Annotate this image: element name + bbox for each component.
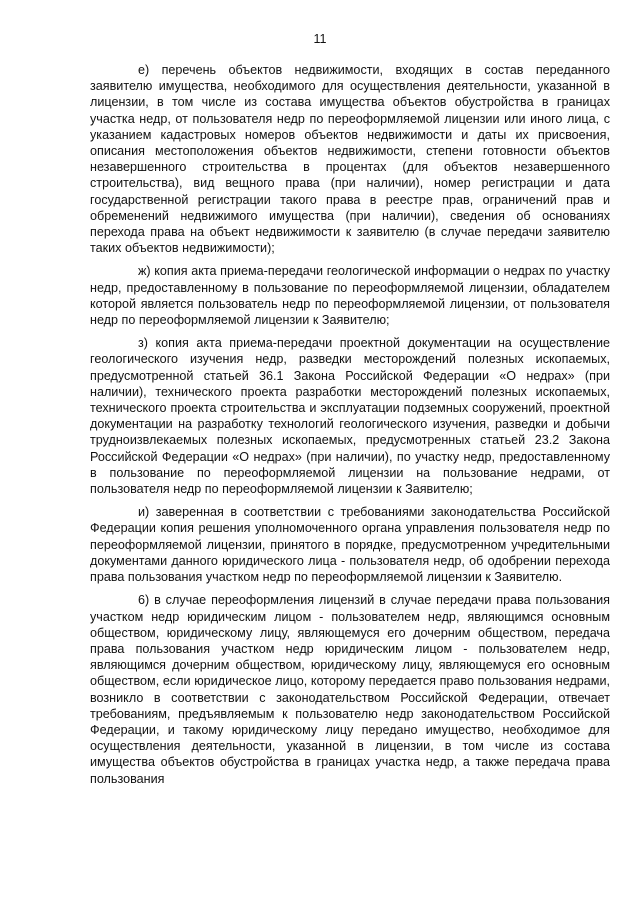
document-body [90, 62, 610, 794]
paragraph-zh-geological-info-act: ж) копия акта приема-передачи геологической информации о недрах по участку недр, предоставленному в пользование по переоформляемой лицензии, обладателем которой является пользователь недр по переоформляемой лицензии, от пользователя недр по переоформляемой лицензии к Заявителю; [90, 264, 610, 328]
paragraph-i-authority-decision-copy: и) заверенная в соответствии с требованиями законодательства Российской Федерации копия решения уполномоченного органа управления пользователя недр по переоформляемой лицензии, принятого в порядке, предусмотренном учредительными документами данного юридического лица - пользователя недр, об одобрении перехода права пользования участком недр по переоформляемой лицензии к Заявителю. [90, 505, 610, 585]
paragraph-6-license-reissue: 6) в случае переоформления лицензий в случае передачи права пользования участком недр юридическим лицом - пользователем недр, являющимся основным обществом, юридическому лицу, являющемуся его дочерним обществом, передача права пользования участком недр юридическим лицом - пользователем недр, являющимся дочерним обществом, юридическому лицу, являющемуся его основным обществом, если юридическое лицо, которому передается право пользования недрами, возникло в соответствии с законодательством Российской Федерации, отвечает требованиям, предъявляемым к пользователю недр законодательством Российской Федерации, и такому юридическому лицу передано имущество, необходимое для осуществления деятельности, указанной в лицензии, в том числе из состава имущества объектов обустройства в границах участка недр, а также передача права пользования [90, 593, 610, 786]
page-number: 11 [313, 32, 327, 46]
paragraph-e-real-estate-list: е) перечень объектов недвижимости, входящих в состав переданного заявителю имущества, необходимого для осуществления деятельности, указанной в лицензии, в том числе из состава имущества объектов обустройства в границах участка недр, от пользователя недр по переоформляемой лицензии или иного лица, с указанием кадастровых номеров объектов недвижимости и даты их присвоения, описания местоположения объектов недвижимости, степени готовности объектов незавершенного строительства в процентах (для объектов незавершенного строительства), вид вещного права (при наличии), номер регистрации и дата государственной регистрации такого права в реестре прав, ограничений прав и обременений недвижимого имущества (при наличии), сведения об основаниях перехода права на объект недвижимости к заявителю (в случае передачи заявителю таких объектов недвижимости); [90, 63, 610, 256]
paragraph-z-project-documentation-act: з) копия акта приема-передачи проектной документации на осуществление геологического изучения недр, разведки месторождений полезных ископаемых, предусмотренной статьей 36.1 Закона Российской Федерации «О недрах» (при наличии), технического проекта разработки месторождений полезных ископаемых, технического проекта строительства и эксплуатации подземных сооружений, проектной документации на разработку технологий геологического изучения, разведки и добычи трудноизвлекаемых полезных ископаемых, предусмотренных статьей 23.2 Закона Российской Федерации «О недрах» (при наличии), по участку недр, предоставленному в пользование по переоформляемой лицензии на пользование недрами, от пользователя недр по переоформляемой лицензии к Заявителю; [90, 336, 610, 497]
